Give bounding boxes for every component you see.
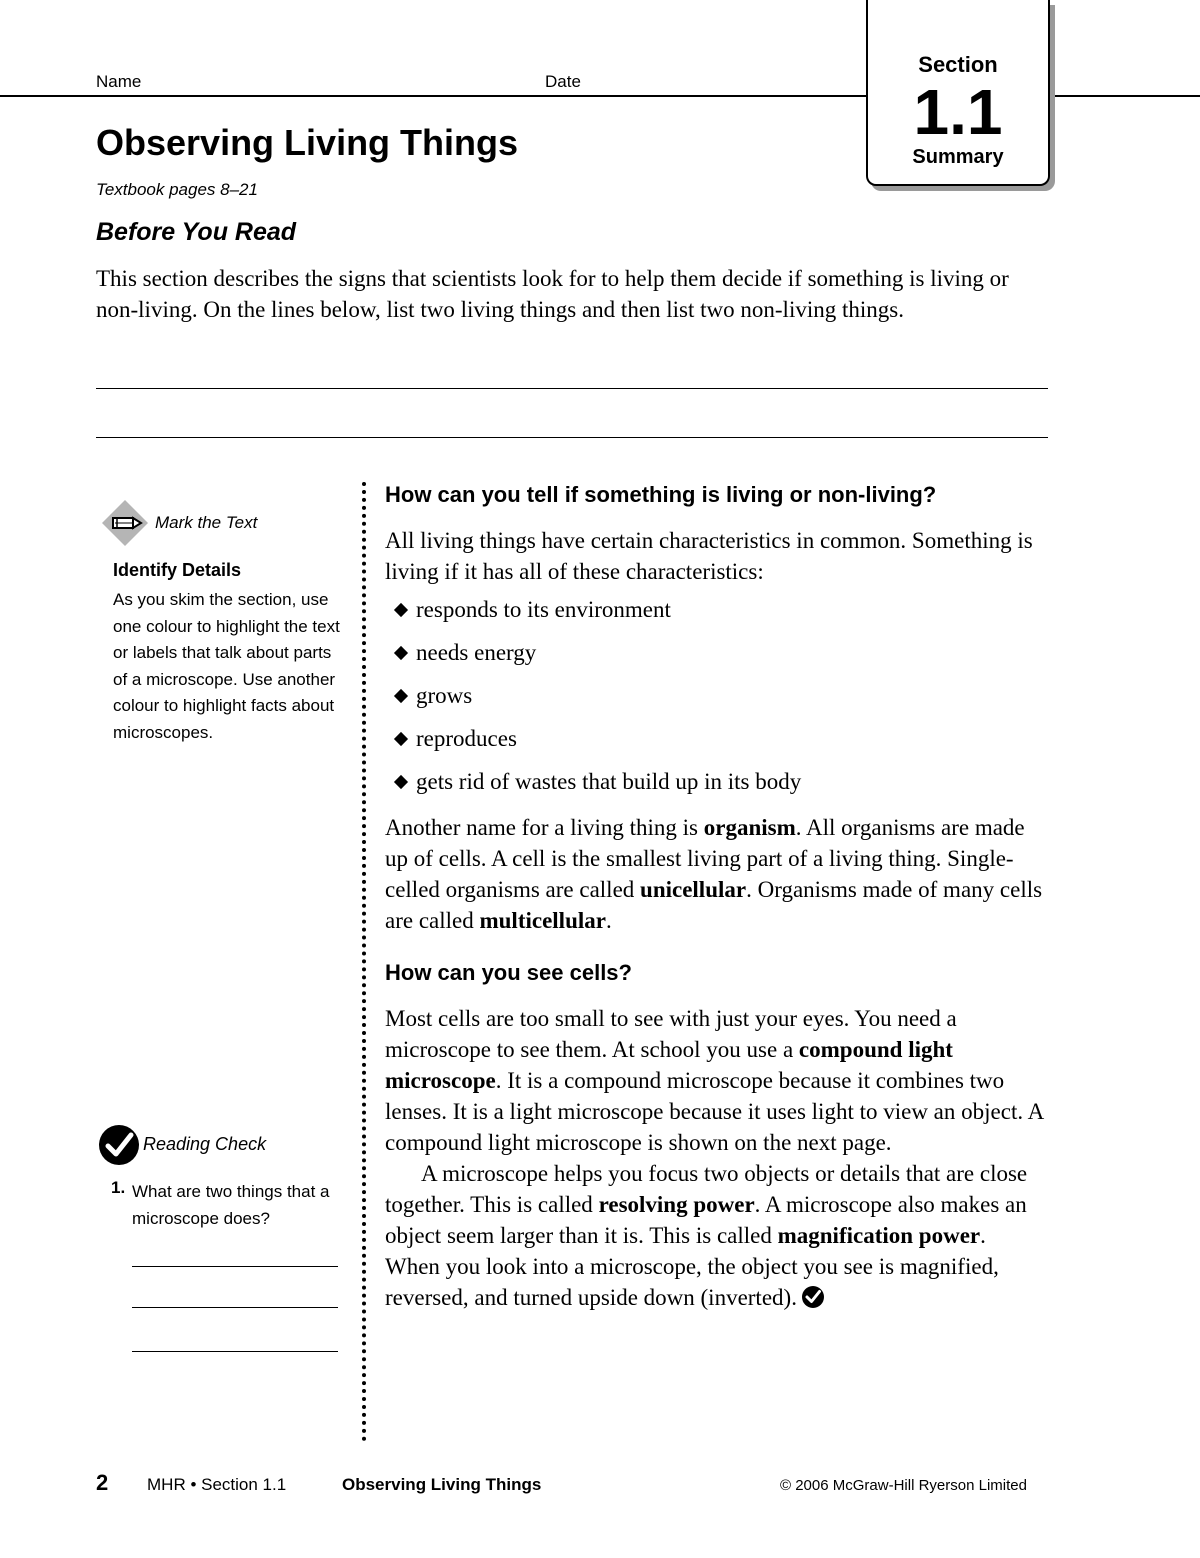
heading-see-cells: How can you see cells? [385, 960, 632, 985]
mark-the-text-label: Mark the Text [155, 513, 258, 532]
bullet-icon [394, 732, 408, 746]
header-rule-right [1048, 95, 1200, 97]
footer-section: MHR • Section 1.1 [147, 1475, 287, 1494]
answer-line[interactable] [96, 437, 1048, 438]
identify-details-body: As you skim the section, use one colour to highlight the text or labels that talk about parts of a microscope. Use another colour to highlight facts about microscopes. [113, 590, 340, 742]
term-resolving-power: resolving power [598, 1192, 755, 1217]
list-item: needs energy [396, 640, 536, 666]
heading-living-nonliving: How can you tell if something is living or non-living? [385, 482, 937, 507]
paragraph-characteristics: All living things have certain characteristics in common. Something is living if it has all of these characteristics: [385, 528, 1033, 584]
term-magnification-power: magnification power [777, 1223, 981, 1248]
term-compound-light-microscope: compound light microscope [385, 1037, 953, 1093]
date-label: Date [545, 72, 581, 91]
list-item: reproduces [396, 726, 517, 752]
list-item: responds to its environment [396, 597, 671, 623]
identify-details-title: Identify Details [113, 560, 242, 580]
answer-line[interactable] [132, 1351, 338, 1352]
section-type: Summary [912, 146, 1004, 168]
paragraph-microscope: Most cells are too small to see with just your eyes. You need a microscope to see them. At school you use a compound light microscope. It is a compound microscope because it combines two lenses. It is a light microscope because it uses light to view an object. A compound light microscope is shown on the next page. A microscope helps you focus two objects or details that are close together. This is called resolving power. A microscope also makes an object seem larger than it is. This is called magnification power. When you look into a microscope, the object you see is magnified, reversed, and turned upside down (inverted). [385, 1006, 1043, 1310]
term-unicellular: unicellular [640, 877, 747, 902]
answer-line[interactable] [96, 388, 1048, 389]
question-number: 1. [111, 1178, 126, 1197]
pencil-icon [101, 499, 149, 547]
term-organism: organism [703, 815, 796, 840]
footer-title: Observing Living Things [342, 1475, 542, 1494]
section-number: 1.1 [913, 76, 1003, 148]
reading-check-label: Reading Check [143, 1134, 267, 1154]
answer-line[interactable] [132, 1266, 338, 1267]
before-you-read-heading: Before You Read [96, 218, 297, 246]
intro-text: This section describes the signs that scientists look for to help them decide if something is living or non-living. On the lines below, list two living things and then list two non-living things. [96, 266, 1009, 322]
footer-copyright: © 2006 McGraw-Hill Ryerson Limited [780, 1477, 1027, 1494]
column-divider [362, 482, 366, 1442]
page-number: 2 [96, 1470, 109, 1495]
textbook-pages: Textbook pages 8–21 [96, 180, 258, 199]
checkmark-icon [801, 1285, 825, 1309]
bullet-icon [394, 689, 408, 703]
section-badge [866, 0, 1050, 186]
bullet-icon [394, 646, 408, 660]
bullet-icon [394, 775, 408, 789]
answer-line[interactable] [132, 1307, 338, 1308]
section-word: Section [918, 52, 998, 77]
page-title: Observing Living Things [96, 122, 519, 163]
bullet-icon [394, 603, 408, 617]
term-multicellular: multicellular [479, 908, 606, 933]
list-item: grows [396, 683, 472, 709]
checkmark-icon [98, 1124, 140, 1166]
paragraph-organisms: Another name for a living thing is organism. All organisms are made up of cells. A cell is the smallest living part of a living thing. Single-celled organisms are called unicellular. Organisms made of many cells are called multicellular. [385, 815, 1043, 933]
list-item: gets rid of wastes that build up in its body [396, 769, 801, 795]
header-rule [0, 95, 868, 97]
name-label: Name [96, 72, 142, 91]
question-text: What are two things that a microscope does? [132, 1182, 330, 1228]
